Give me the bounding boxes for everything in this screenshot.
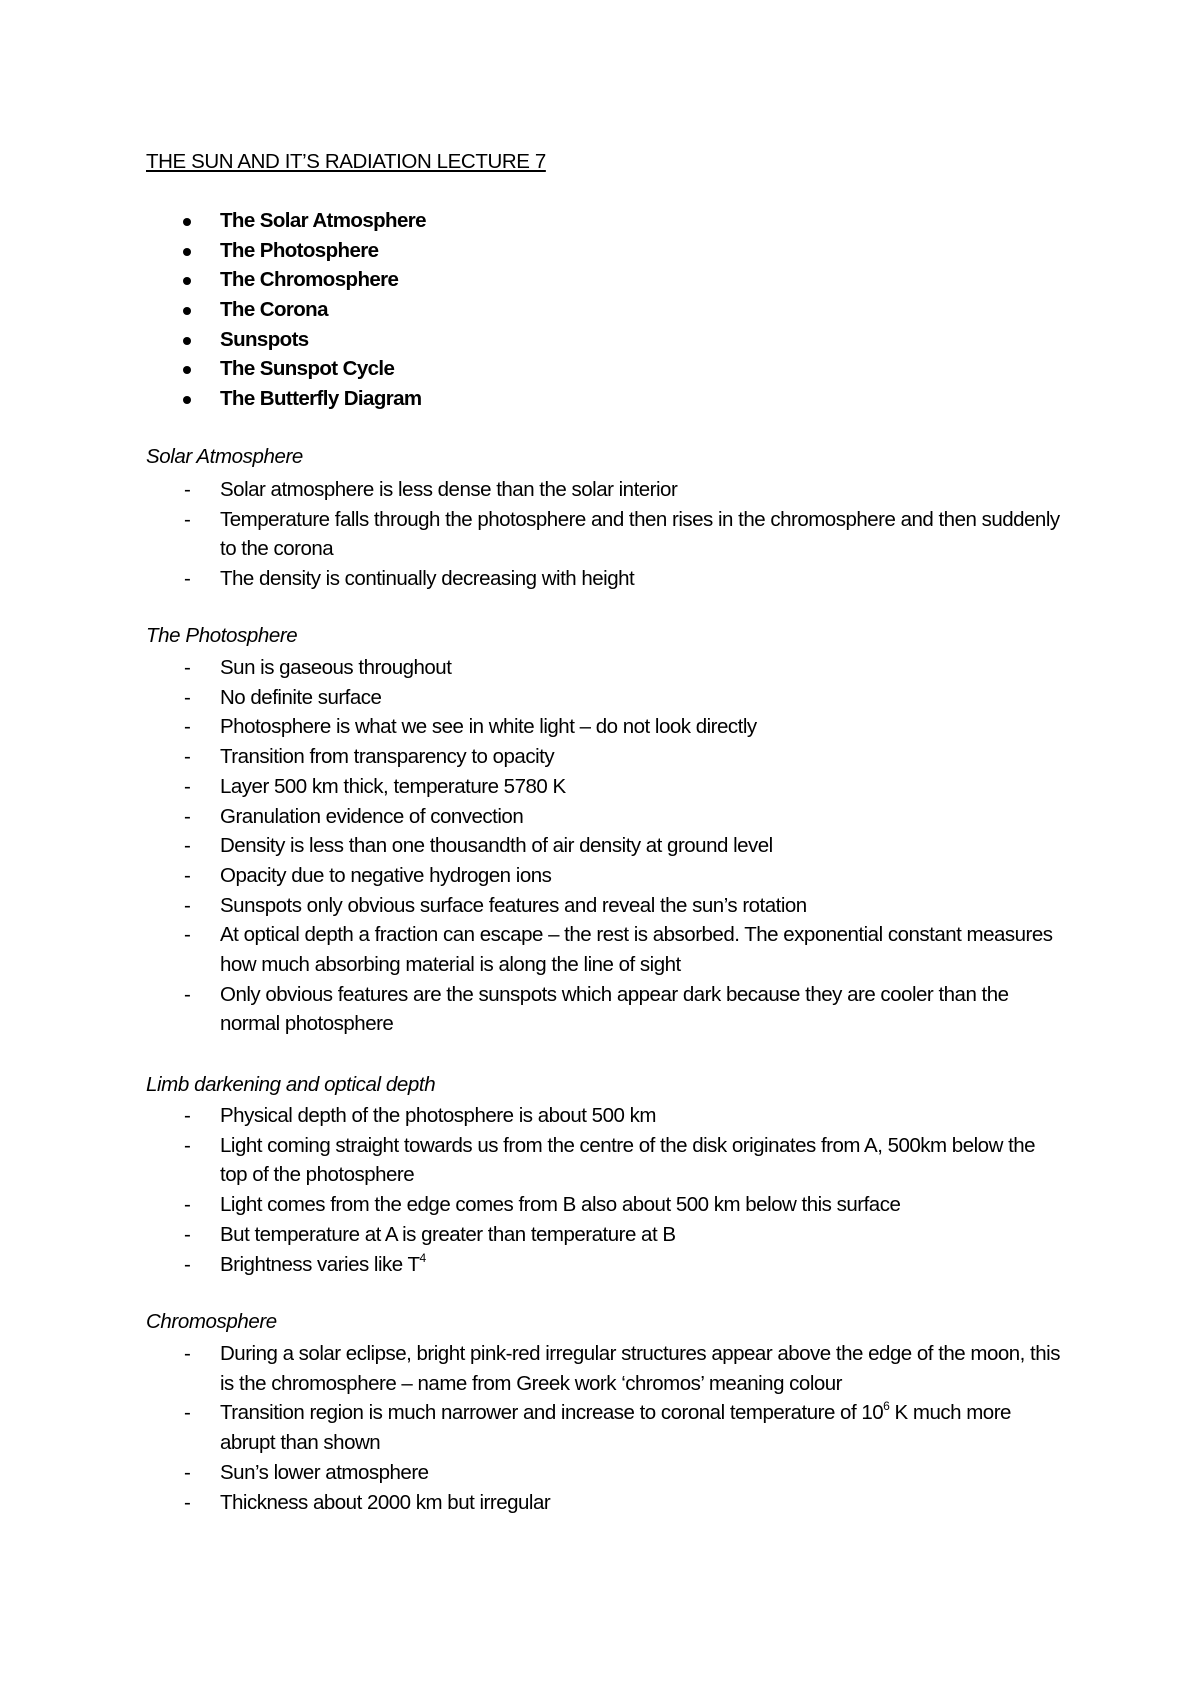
- list-item: - Sun’s lower atmosphere: [146, 1458, 1066, 1488]
- section-heading-solar-atmosphere: Solar Atmosphere: [146, 445, 303, 468]
- list-item: - Thickness about 2000 km but irregular: [146, 1488, 1066, 1518]
- dash-icon: -: [184, 1222, 191, 1246]
- list-item: - Transition region is much narrower and increase to coronal temperature of $10^6$ K much more abrupt than shown: [184, 1399, 1011, 1455]
- topic-item: Sunspots: [146, 327, 426, 357]
- topic-item: The Solar Atmosphere: [146, 208, 426, 238]
- list-item: - Sunspots only obvious surface features and reveal the sun’s rotation: [146, 891, 1066, 921]
- topic-item: The Sunspot Cycle: [146, 356, 426, 386]
- dash-icon: -: [184, 893, 191, 917]
- bullet-icon: [183, 396, 191, 404]
- superscript: 6: [883, 1399, 890, 1414]
- topic-item: The Photosphere: [146, 238, 426, 268]
- dash-icon: -: [184, 1490, 191, 1514]
- bullet-icon: [183, 307, 191, 315]
- list-item: - Brightness varies like $T^4$: [146, 1250, 1066, 1280]
- list-item: - Photosphere is what we see in white light – do not look directly: [146, 712, 1066, 742]
- document-title: THE SUN AND IT’S RADIATION LECTURE 7: [146, 150, 546, 173]
- list-item: - Transition from transparency to opacity: [146, 742, 1066, 772]
- list-item: - Granulation evidence of convection: [146, 802, 1066, 832]
- topic-item: The Butterfly Diagram: [146, 386, 426, 416]
- bullet-icon: [183, 337, 191, 345]
- list-item: - The density is continually decreasing with height: [146, 564, 1066, 594]
- dash-icon: -: [184, 982, 191, 1006]
- list-item: - Sun is gaseous throughout: [146, 653, 1066, 683]
- list-item: - Physical depth of the photosphere is about 500 km: [146, 1101, 1066, 1131]
- dash-icon: -: [184, 1401, 191, 1425]
- list-item: - Light comes from the edge comes from B also about 500 km below this surface: [146, 1190, 1066, 1220]
- section-heading-chromosphere: Chromosphere: [146, 1310, 277, 1333]
- list-item: - But temperature at A is greater than temperature at B: [146, 1220, 1066, 1250]
- dash-icon: -: [184, 1133, 191, 1157]
- bullet-icon: [183, 366, 191, 374]
- chromosphere-list: [146, 1339, 1066, 1517]
- limb-darkening-list: [146, 1101, 1066, 1279]
- dash-icon: -: [184, 1104, 191, 1127]
- solar-atmosphere-list: [146, 475, 1066, 594]
- dash-icon: -: [184, 923, 191, 947]
- list-item: - Only obvious features are the sunspots which appear dark because they are cooler than the normal photosphere: [146, 980, 1066, 1039]
- dash-icon: -: [184, 685, 191, 709]
- section-heading-photosphere: The Photosphere: [146, 624, 298, 647]
- dash-icon: -: [184, 478, 191, 501]
- bullet-icon: [183, 277, 191, 285]
- bullet-icon: [183, 248, 191, 256]
- dash-icon: -: [184, 774, 191, 798]
- list-item: - During a solar eclipse, bright pink-red irregular structures appear above the edge of the moon, this is the chromosphere – name from Greek work ‘chromos’ meaning colour: [146, 1339, 1066, 1398]
- dash-icon: -: [184, 715, 191, 739]
- bullet-icon: [183, 218, 191, 226]
- list-item: - Solar atmosphere is less dense than the solar interior: [146, 475, 1066, 505]
- dash-icon: -: [184, 567, 191, 591]
- dash-icon: -: [184, 1252, 191, 1276]
- photosphere-list: [146, 653, 1066, 1039]
- list-item: - At optical depth a fraction can escape – the rest is absorbed. The exponential constant measures how much absorbing material is along the line of sight: [146, 920, 1066, 979]
- list-item: - Density is less than one thousandth of air density at ground level: [146, 831, 1066, 861]
- list-item: - Temperature falls through the photosphere and then rises in the chromosphere and then suddenly to the corona: [146, 505, 1066, 564]
- topics-list: [146, 208, 426, 416]
- list-item: - Layer 500 km thick, temperature 5780 K: [146, 772, 1066, 802]
- list-item: - No definite surface: [146, 683, 1066, 713]
- dash-icon: -: [184, 656, 191, 679]
- dash-icon: -: [184, 745, 191, 769]
- dash-icon: -: [184, 1193, 191, 1217]
- dash-icon: -: [184, 804, 191, 828]
- topic-item: The Corona: [146, 297, 426, 327]
- superscript: 4: [419, 1250, 426, 1265]
- dash-icon: -: [184, 1342, 191, 1365]
- topic-item: The Chromosphere: [146, 267, 426, 297]
- list-item: - Light coming straight towards us from the centre of the disk originates from A, 500km below the top of the photosphere: [146, 1131, 1066, 1190]
- section-heading-limb-darkening: Limb darkening and optical depth: [146, 1073, 436, 1096]
- dash-icon: -: [184, 863, 191, 887]
- dash-icon: -: [184, 1460, 191, 1484]
- dash-icon: -: [184, 834, 191, 858]
- dash-icon: -: [184, 507, 191, 531]
- list-item: - Opacity due to negative hydrogen ions: [146, 861, 1066, 891]
